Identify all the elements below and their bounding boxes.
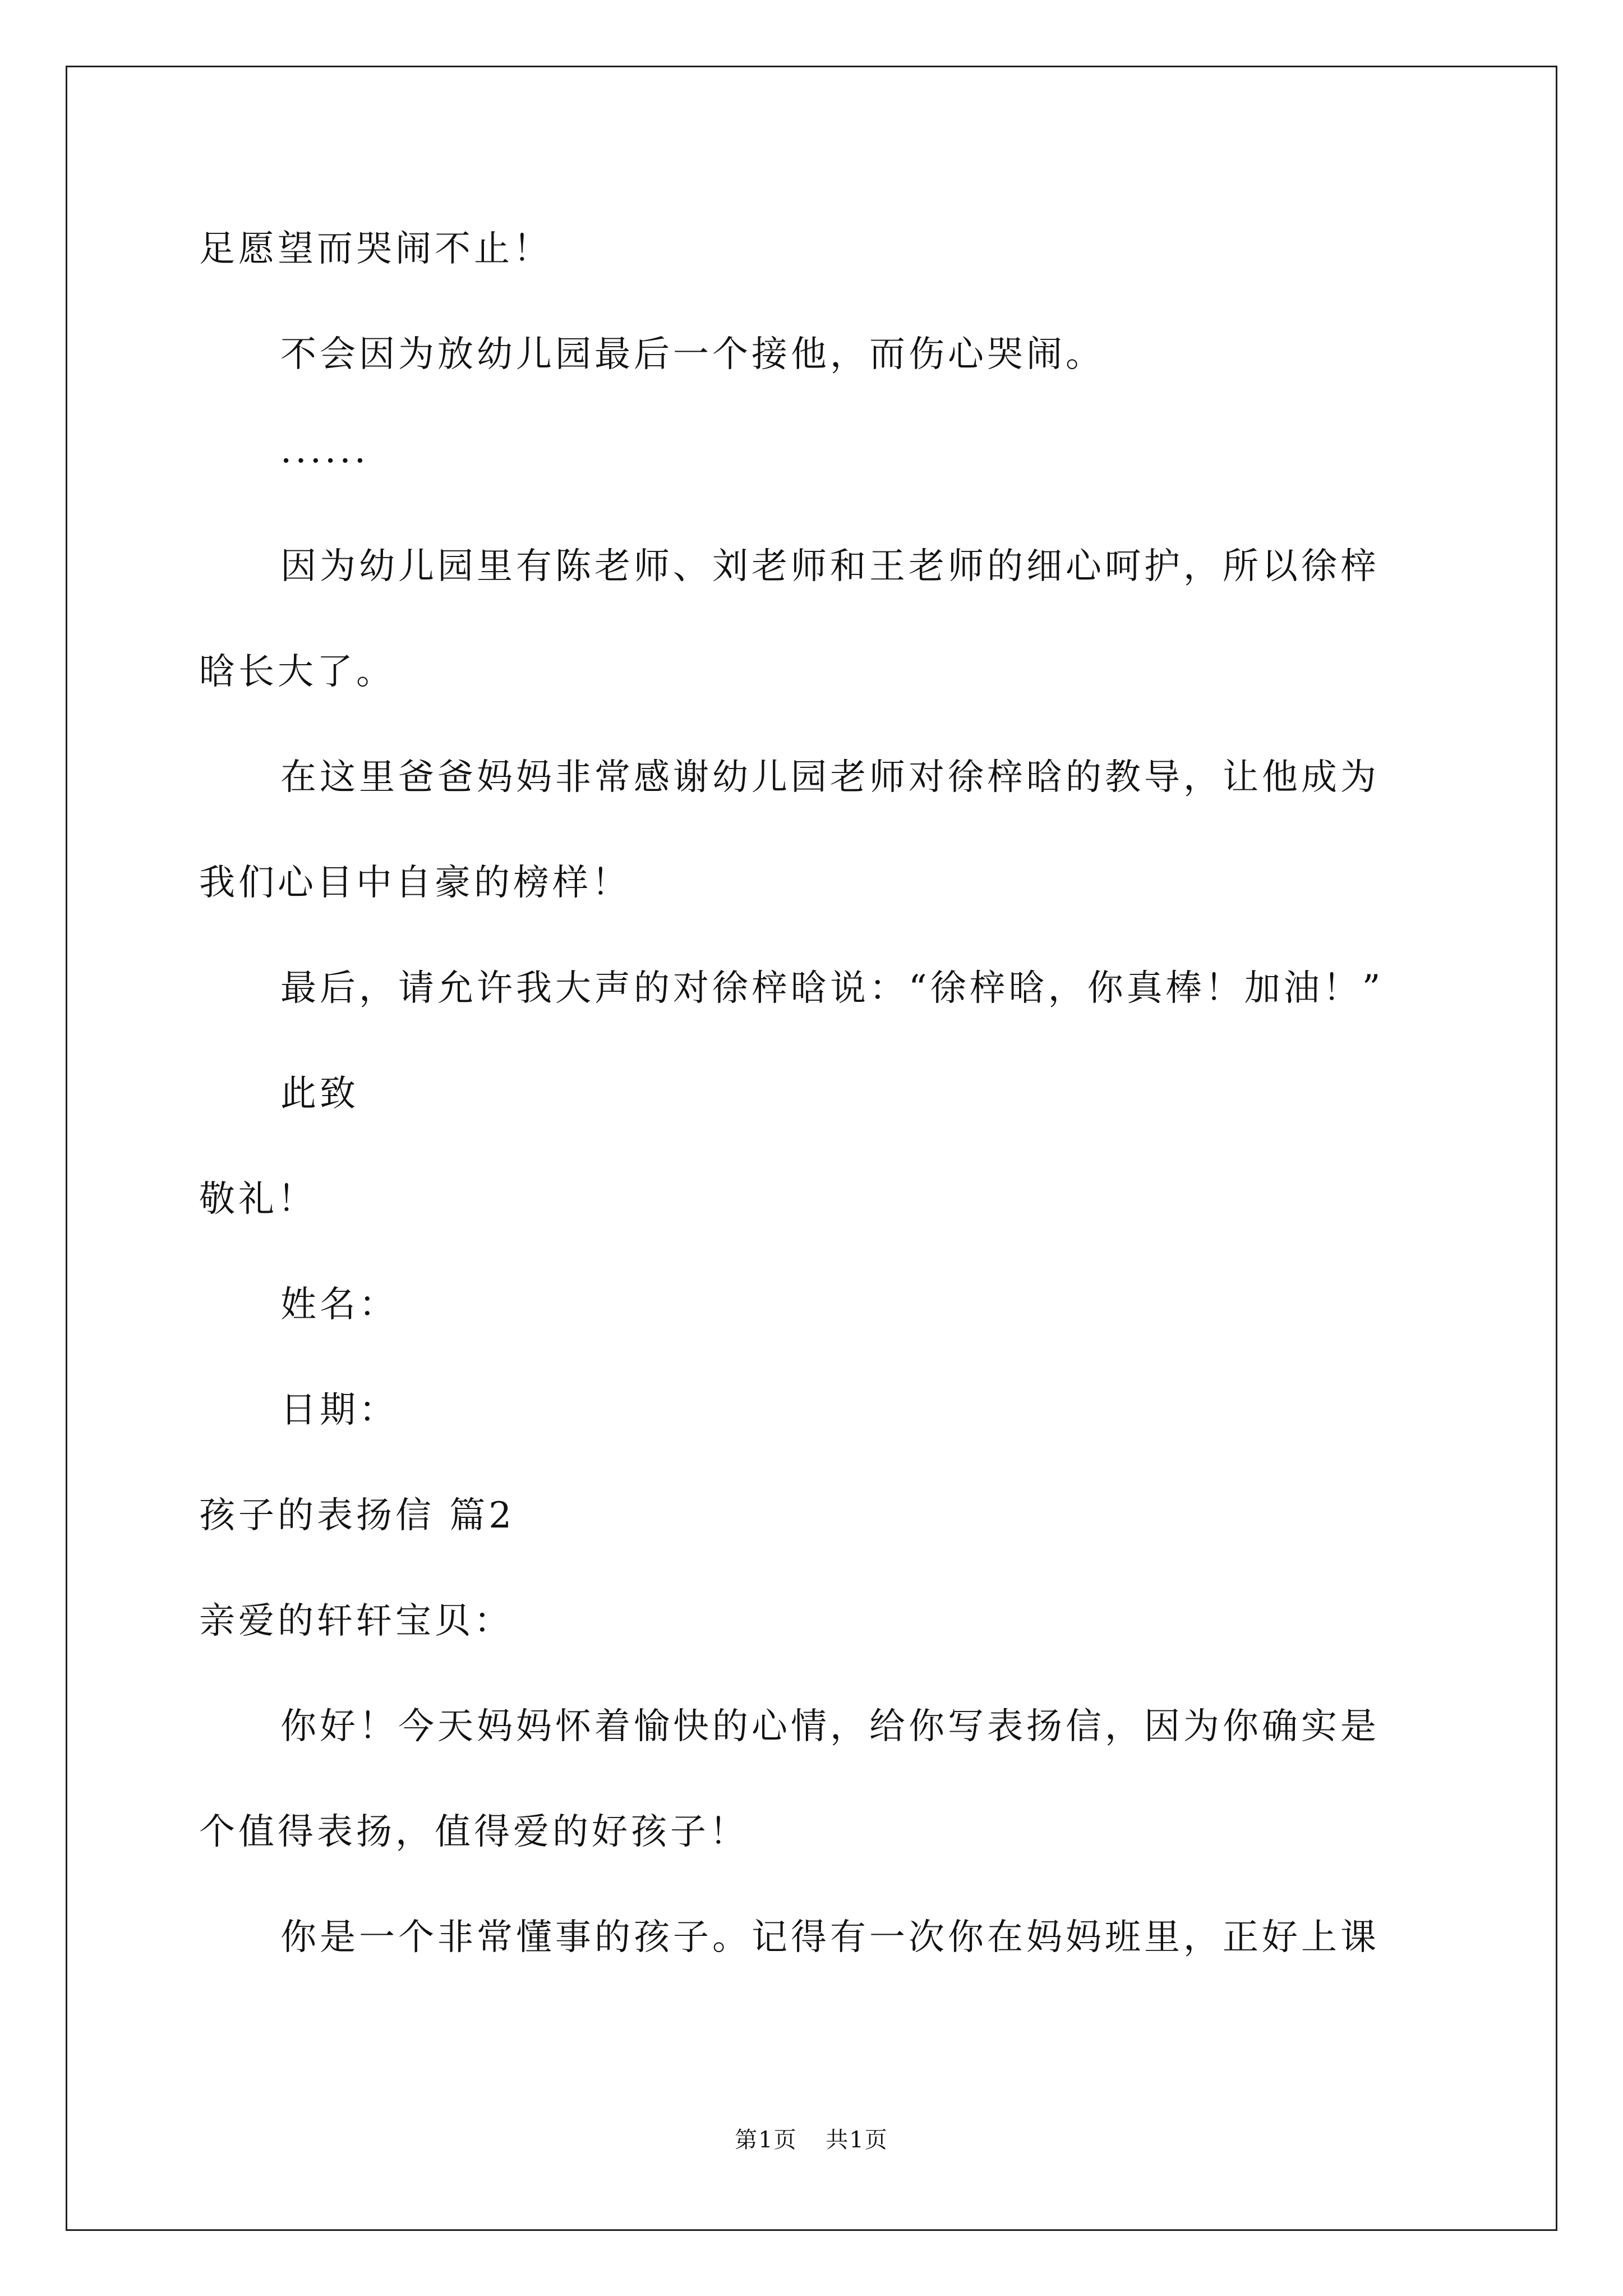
body-line: 个值得表扬，值得爱的好孩子！ (199, 1811, 749, 1853)
page-footer (0, 2129, 1623, 2151)
signature-date-label: 日期： (280, 1389, 398, 1431)
section-heading: 孩子的表扬信 篇2 (199, 1495, 515, 1536)
page-number-total: 共1页 (826, 2127, 888, 2153)
body-line: 你是一个非常懂事的孩子。记得有一次你在妈妈班里，正好上课 (280, 1917, 1380, 1958)
body-line: 最后，请允许我大声的对徐梓晗说：“徐梓晗，你真棒！加油！” (280, 968, 1384, 1009)
page-number-current: 第1页 (735, 2127, 797, 2153)
body-line: 在这里爸爸妈妈非常感谢幼儿园老师对徐梓晗的教导，让他成为 (280, 757, 1380, 798)
page-border (66, 66, 1557, 2231)
body-line: 因为幼儿园里有陈老师、刘老师和王老师的细心呵护，所以徐梓 (280, 546, 1380, 587)
closing-salutation: 此致 (280, 1073, 359, 1115)
body-line: 你好！今天妈妈怀着愉快的心情，给你写表扬信，因为你确实是 (280, 1706, 1380, 1747)
closing-regards: 敬礼！ (199, 1179, 317, 1220)
body-line: 足愿望而哭闹不止！ (199, 228, 552, 270)
letter-greeting: 亲爱的轩轩宝贝： (199, 1600, 513, 1642)
body-line: 晗长大了。 (199, 651, 395, 693)
body-line: 我们心目中自豪的榜样！ (199, 862, 631, 904)
ellipsis-line: ······ (280, 440, 370, 482)
body-line: 不会因为放幼儿园最后一个接他，而伤心哭闹。 (280, 334, 1105, 375)
signature-name-label: 姓名： (280, 1284, 398, 1326)
